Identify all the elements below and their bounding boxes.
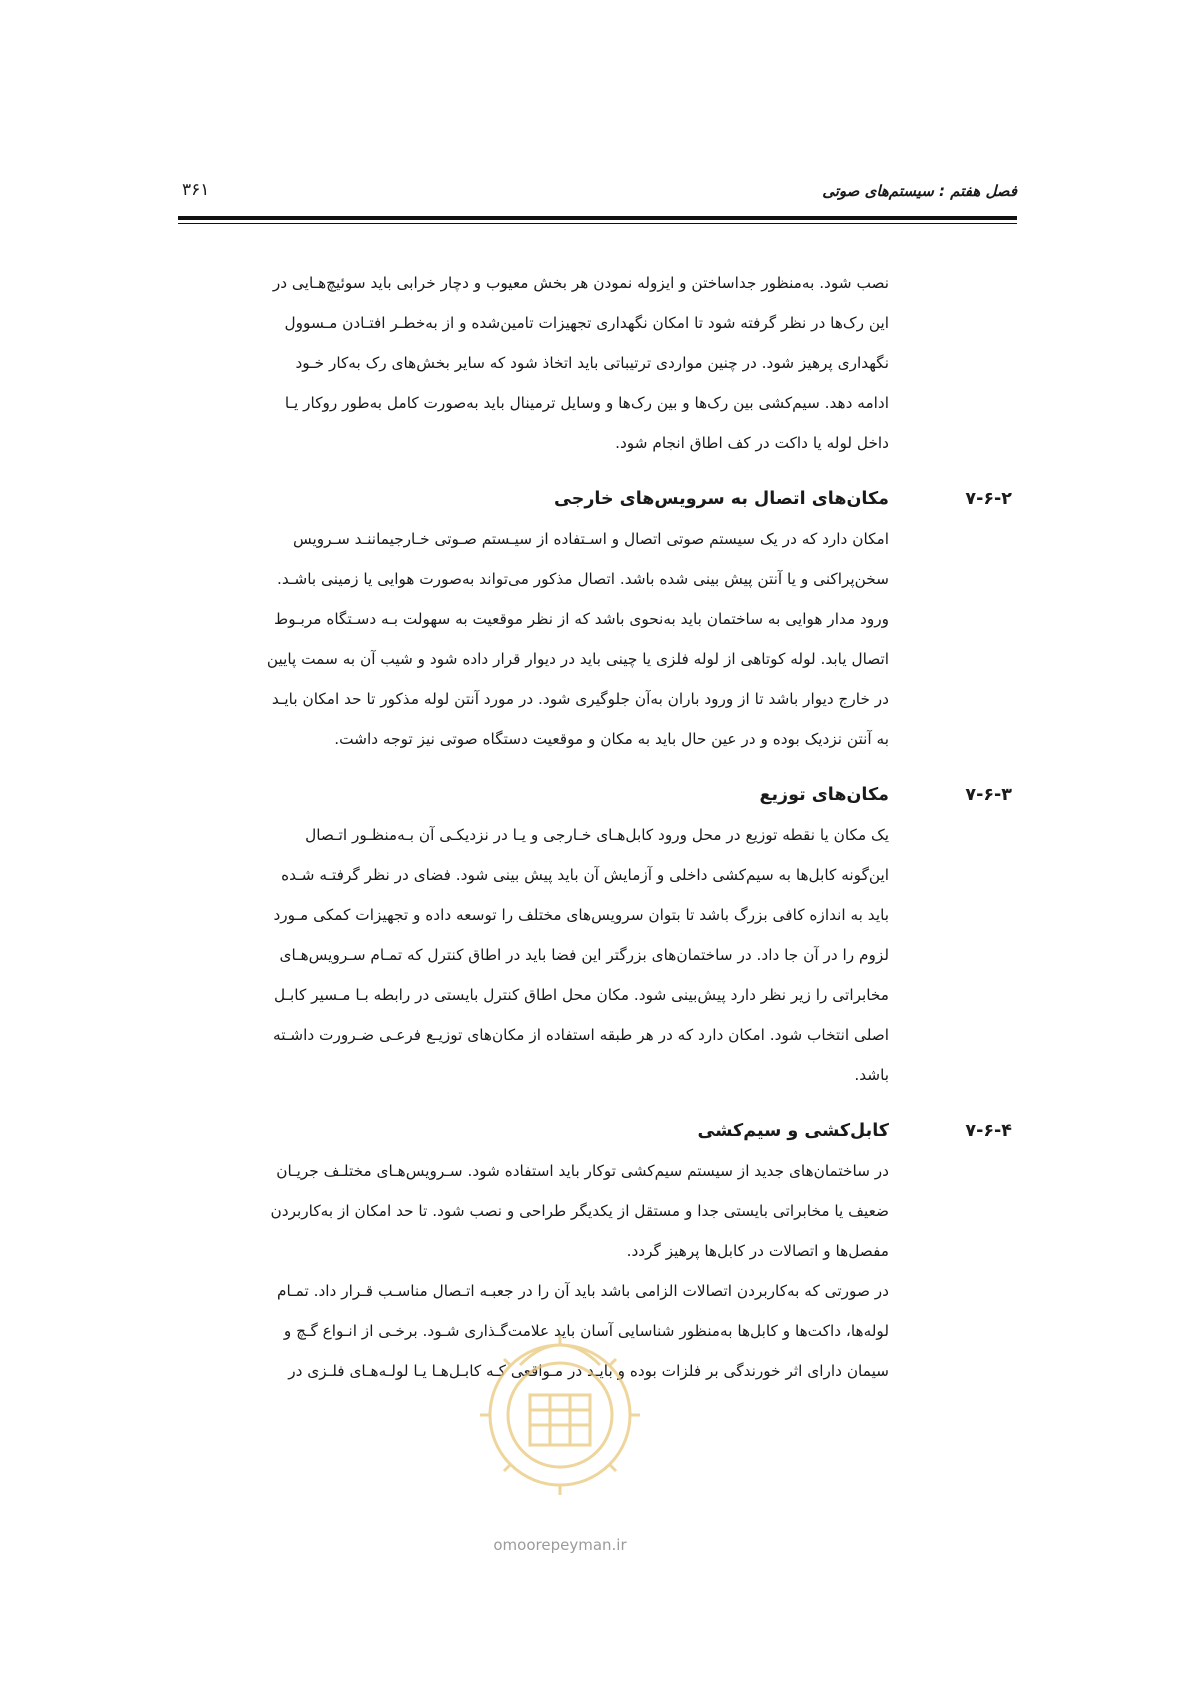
- section-number: ۷-۶-۲: [965, 489, 1012, 509]
- paragraph-line: لوله‌ها، داکت‌ها و کابل‌ها به‌منظور شناسایی آسان باید علامت‌گـذاری شـود. برخـی از انـواع گـچ و: [283, 1322, 889, 1340]
- paragraph-line: ضعیف یا مخابراتی بایستی جدا و مستقل از یکدیگر طراحی و نصب شود. تا حد امکان از به‌کاربردن: [270, 1202, 889, 1220]
- header-rule-thick: [178, 216, 1017, 220]
- section-heading: [178, 479, 1012, 519]
- paragraph-line: داخل لوله یا داکت در کف اطاق انجام شود.: [615, 434, 889, 452]
- paragraph-line: باشد.: [854, 1066, 889, 1084]
- page-header: [178, 176, 1017, 206]
- paragraph-line: نگهداری پرهیز شود. در چنین مواردی ترتیباتی باید اتخاذ شود که سایر بخش‌های رک به‌کار خـود: [295, 354, 889, 372]
- section-title: مکان‌های توزیع: [759, 785, 889, 805]
- paragraph-line: در ساختمان‌های جدید از سیستم سیم‌کشی توکار باید استفاده شود. سـرویس‌هـای مختلـف جریـان: [276, 1162, 889, 1180]
- paragraph-line: اتصال یابد. لوله کوتاهی از لوله فلزی یا چینی باید در دیوار قرار داده شود و شیب آن به سمت پایین: [266, 650, 889, 668]
- paragraph-line: سیمان دارای اثر خورندگی بر فلزات بوده و بایـد در مـواقعی کـه کابـل‌هـا یـا لولـه‌هـای فلـزی در: [288, 1362, 889, 1380]
- paragraph-line: به آنتن نزدیک بوده و در عین حال باید به مکان و موقعیت دستگاه صوتی نیز توجه داشت.: [334, 730, 889, 748]
- paragraph-line: این‌گونه کابل‌ها به سیم‌کشی داخلی و آزمایش آن باید پیش بینی شود. فضای در نظر گرفتـه شـده: [281, 866, 889, 884]
- paragraph-line: اصلی انتخاب شود. امکان دارد که در هر طبقه استفاده از مکان‌های توزیـع فرعـی ضـرورت داشـته: [273, 1026, 889, 1044]
- section-title: کابل‌کشی و سیم‌کشی: [697, 1121, 889, 1141]
- paragraph-line: نصب شود. به‌منظور جداساختن و ایزوله نمودن هر بخش معیوب و دچار خرابی باید سوئیچ‌هـایی در: [272, 274, 889, 292]
- watermark-site: omoorepeyman.ir: [493, 1536, 627, 1554]
- paragraph-line: باید به اندازه کافی بزرگ باشد تا بتوان سرویس‌های مختلف را توسعه داده و تجهیزات کمکی مـورد: [273, 906, 889, 924]
- header-rule-thin: [178, 223, 1017, 224]
- page-number: ۳۶۱: [182, 180, 210, 200]
- paragraph-line: امکان دارد که در یک سیستم صوتی اتصال و اسـتفاده از سیـستم صـوتی خـارجیماننـد سـرویس: [292, 530, 889, 548]
- intro-paragraph: [178, 263, 889, 463]
- paragraph-line: یک مکان یا نقطه توزیع در محل ورود کابل‌هـای خـارجی و یـا در نزدیکـی آن بـه‌منظـور اتـصال: [305, 826, 889, 844]
- section-number: ۷-۶-۴: [965, 1121, 1012, 1141]
- section-title: مکان‌های اتصال به سرویس‌های خارجی: [554, 489, 889, 509]
- paragraph-line: ورود مدار هوایی به ساختمان باید به‌نحوی باشد که از نظر موقعیت به سهولت بـه دسـتگاه مربـوط: [274, 610, 889, 628]
- paragraph-line: این رک‌ها در نظر گرفته شود تا امکان نگهداری تجهیزات تامین‌شده و از به‌خطـر افتـادن مـسوول: [284, 314, 889, 332]
- section-7-6-4: [178, 1111, 1012, 1391]
- section-heading: [178, 775, 1012, 815]
- paragraph-line: در خارج دیوار باشد تا از ورود باران به‌آن جلوگیری شود. در مورد آنتن لوله مذکور تا حد امکان بایـد: [271, 690, 889, 708]
- section-7-6-3: [178, 775, 1012, 1095]
- page-body: [178, 263, 1012, 1391]
- chapter-title: فصل هفتم : سیستم‌های صوتی: [822, 182, 1017, 200]
- section-number: ۷-۶-۳: [965, 785, 1012, 805]
- paragraph-line: مفصل‌ها و اتصالات در کابل‌ها پرهیز گردد.: [626, 1242, 889, 1260]
- section-heading: [178, 1111, 1012, 1151]
- paragraph-line: سخن‌پراکنی و یا آنتن پیش بینی شده باشد. اتصال مذکور می‌تواند به‌صورت هوایی یا زمینی باشـد.: [277, 570, 889, 588]
- paragraph-line: در صورتی که به‌کاربردن اتصالات الزامی باشد باید آن را در جعبـه اتـصال مناسـب قـرار داد. تمـام: [277, 1282, 889, 1300]
- paragraph-line: لزوم را در آن جا داد. در ساختمان‌های بزرگتر این فضا باید در اطاق کنترل که تمـام سـرویس‌هـای: [279, 946, 889, 964]
- section-7-6-2: [178, 479, 1012, 759]
- paragraph-line: ادامه دهد. سیم‌کشی بین رک‌ها و بین رک‌ها و وسایل ترمینال باید به‌صورت کامل به‌طور روکار یـا: [284, 394, 889, 412]
- paragraph-line: مخابراتی را زیر نظر دارد پیش‌بینی شود. مکان محل اطاق کنترل بایستی در رابطه بـا مـسیر کابـل: [273, 986, 889, 1004]
